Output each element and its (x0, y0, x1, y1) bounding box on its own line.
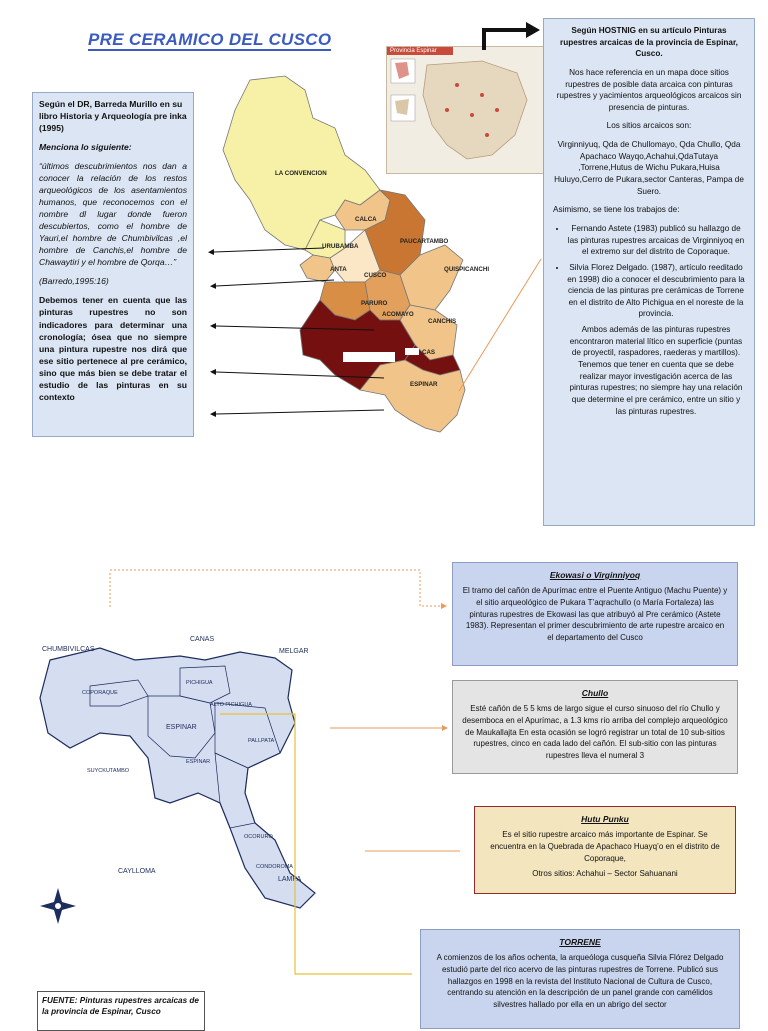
left-conclusion: Debemos tener en cuenta que las pinturas rupestres no son indicadores para determinar una cronología; ósea que no siempre una pintura rupestre nos dirá que ese sitio pertenece al pre cerámico, sino que más bien se debe tratar el estudio de las pinturas en su contexto (39, 295, 187, 402)
card-torrene (420, 929, 740, 1029)
map-label-paruro: PARURO (361, 300, 388, 307)
card-torrene-heading: TORRENE (559, 937, 601, 947)
card-ekowasi-heading: Ekowasi o Virginniyoq (549, 570, 641, 580)
map-label-cusco: CUSCO (364, 272, 387, 279)
card-hutu-punku-extra: Otros sitios: Achahui – Sector Sahuanani (532, 869, 678, 879)
bent-arrow (478, 18, 544, 52)
espinar-label-condoroma: CONDOROMA (256, 864, 293, 870)
espinar-label-ocoruro: OCORURO (244, 834, 273, 840)
card-hutu-punku (474, 806, 736, 894)
card-hutu-punku-heading: Hutu Punku (581, 814, 629, 824)
right-p5: Asimismo, se tiene los trabajos de: (553, 205, 680, 215)
left-citation: (Barredo,1995:16) (39, 276, 109, 287)
inset-title: Provincia Espinar (387, 47, 453, 55)
right-b2-cont: Ambos además de las pinturas rupestres encontraron material lítico en superficie (puntas de proyectil, raspadores, raederas y martillos). Tenemos que tener en cuenta que se debe realizar mayor investigación acerca de las pinturas rupestres; no siempre hay una relación que determine el pre cerámico, entre un sitio y las pinturas rupestres. (569, 325, 743, 416)
espinar-label-alto-pichigua: ALTO PICHIGUA (210, 702, 252, 708)
left-quote: “últimos descubrimientos nos dan a conocer la relación de los restos arqueológicos de los asentamientos humanos, que reconocemos con el nombre dl lugar donde fueron descubiertos, como el hombre de Yauri,el hombre de Chumbivilcas ,el hombre de Canchis,el hombre de Chawaytiri y el hombre de Qorqa…” (39, 161, 187, 268)
espinar-label-espinar: ESPINAR (166, 724, 197, 731)
bottom-connectors (100, 568, 460, 988)
left-menciona: Menciona lo siguiente: (39, 142, 132, 153)
card-hutu-punku-text: Es el sitio rupestre arcaico más importante de Espinar. Se encuentra en la Quebrada de Apachaco Huayq’o en el distrito de Coporaque, (490, 830, 720, 863)
connector-line (455, 255, 545, 395)
espinar-inset-map (386, 46, 545, 174)
card-chullo (452, 680, 738, 774)
espinar-label-melgar: MELGAR (279, 648, 309, 655)
card-chullo-text: Esté cañón de 5 5 kms de largo sigue el curso sinuoso del río Chullo y desemboca en el Apurímac, a 1.3 kms río arriba del complejo arqueológico de Maukallajta En esta ocasión se logró registrar un total de 10 sub-sitios rupestres, cinco en cada lado del cañón. El sub-sitio con las pinturas rupestres lleva el numeral 3 (462, 704, 728, 760)
right-bullet-astete: • Fernando Astete (1983) publicó su hallazgo de las pinturas rupestres arcaicas de Virginniyoq en el extremo sur del distrito de Coporaque. (567, 223, 745, 258)
source-note: FUENTE: Pinturas rupestres arcaicas de la provincia de Espinar, Cusco (37, 991, 205, 1031)
card-ekowasi (452, 562, 738, 666)
page-title: PRE CERAMICO DEL CUSCO (88, 30, 332, 49)
espinar-label-caylloma: CAYLLOMA (118, 868, 156, 875)
espinar-label-chumbivilcas: CHUMBIVILCAS (42, 646, 95, 653)
map-label-la-convencion: LA CONVENCION (275, 170, 327, 177)
map-label-espinar: ESPINAR (410, 381, 438, 388)
espinar-label-lampa: LAMPA (278, 876, 302, 883)
map-label-urubamba: URUBAMBA (322, 243, 359, 250)
right-p1: Según HOSTNIG en su artículo Pinturas rupestres arcaicas de la provincia de Espinar, Cusco. (560, 26, 738, 59)
espinar-label-pichigua: PICHIGUA (186, 680, 213, 686)
right-p4: Virginniyuq, Qda de Chullomayo, Qda Chullo, Qda Apachaco Wayqo,Achahui,QdaTutaya ,Torrene,Hutus de Wichu Pukara,Huisa Huluyo,Cerro de Pukara,sector Canteras, Pampa de Suero. (554, 140, 744, 196)
right-p2: Nos hace referencia en un mapa doce sitios rupestres de posible data arcaica con pinturas rupestres y yacimientos arqueológicos arcaicos sin presencia de pinturas. (556, 67, 742, 112)
left-arrows (194, 230, 394, 430)
left-text-box (32, 92, 194, 437)
map-label-anta: ANTA (330, 266, 347, 273)
card-torrene-text: A comienzos de los años ochenta, la arqueóloga cusqueña Silvia Flórez Delgado estudió parte del rico acervo de las pinturas rupestres de Torrene. Publicó sus hallazgos en 1998 en la revista del Instituto Nacional de Cultura de Cusco, centrando su atención en la descripción de un panel grande con camélidos silvestres hallado por ella en un abrigo del sector (436, 953, 724, 1009)
card-chullo-heading: Chullo (581, 688, 609, 698)
map-label-calca: CALCA (355, 216, 377, 223)
espinar-label-espinar-district: ESPINAR (186, 759, 211, 765)
espinar-label-suyckutambo: SUYCKUTAMBO (87, 768, 130, 774)
right-p3: Los sitios arcaicos son: (606, 121, 692, 131)
map-label-paucartambo: PAUCARTAMBO (400, 238, 449, 245)
espinar-label-pallpata: PALLPATA (248, 738, 275, 744)
map-label-acomayo: ACOMAYO (382, 311, 414, 318)
espinar-label-canas: CANAS (190, 636, 215, 643)
inset-shape (387, 55, 544, 169)
espinar-label-coporaque: COPORAQUE (82, 690, 118, 696)
card-ekowasi-text: El tramo del cañón de Apurímac entre el Puente Antiguo (Machu Puente) y el sitio arqueológico de Pukara T’aqrachullo (o María Fortaleza) las pinturas rupestres de Ekowasi las que atribuyó al Pre cerámico (Astete 1983). Representan el primer descubrimiento de arte rupestre arcaico en el departamento del Cusco (462, 586, 728, 642)
map-label-quispicanchi: QUISPICANCHI (444, 266, 490, 273)
right-bullets (553, 223, 745, 320)
map-label-canas: CAS (422, 349, 436, 356)
right-text-box (543, 18, 755, 526)
map-label-canchis: CANCHIS (428, 318, 457, 325)
right-bullet-florez: • Silvia Florez Delgado. (1987), artículo reeditado en 1998) dio a conocer el descubrimiento para la ciencia de las pinturas pre cerámicas de Torrene en el distrito de Alto Pichigua en el noreste de la provincia. (567, 262, 745, 320)
left-intro: Según el DR, Barreda Murillo en su libro Historia y Arqueología pre inka (1995) (39, 99, 187, 134)
